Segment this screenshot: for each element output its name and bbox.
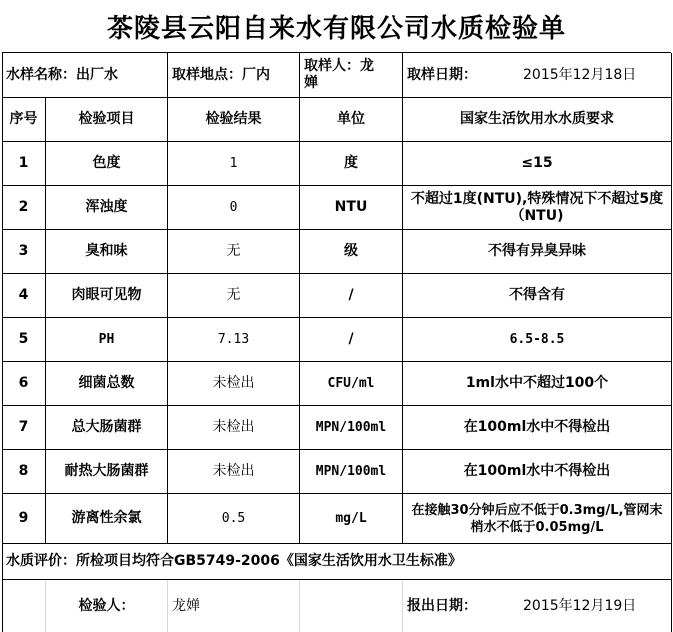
footer-blank-cell-2 [300,580,403,632]
row-unit: MPN/100ml [300,450,403,494]
inspector-name: 龙婵 [168,580,300,632]
header-item: 检验项目 [46,98,168,142]
row-standard: 1ml水中不超过100个 [403,362,672,406]
row-result: 未检出 [168,362,300,406]
row-standard: 不超过1度(NTU),特殊情况下不超过5度（NTU) [403,186,672,230]
sample-location-cell: 取样地点：厂内 [168,53,300,98]
row-no: 6 [2,362,46,406]
row-item: 总大肠菌群 [46,406,168,450]
row-item: 耐热大肠菌群 [46,450,168,494]
row-unit: / [300,274,403,318]
inspector-label: 检验人： [46,580,168,632]
row-no: 5 [2,318,46,362]
row-unit: mg/L [300,494,403,544]
row-unit: NTU [300,186,403,230]
row-result: 未检出 [168,450,300,494]
row-standard: 不得含有 [403,274,672,318]
footer-blank-cell [2,580,46,632]
row-result: 7.13 [168,318,300,362]
row-unit: / [300,318,403,362]
row-no: 3 [2,230,46,274]
row-item: 细菌总数 [46,362,168,406]
row-result: 0 [168,186,300,230]
row-item: PH [46,318,168,362]
row-standard: 在100ml水中不得检出 [403,406,672,450]
row-item: 游离性余氯 [46,494,168,544]
row-item: 肉眼可见物 [46,274,168,318]
row-unit: 度 [300,142,403,186]
row-standard: 在接触30分钟后应不低于0.3mg/L,管网末梢水不低于0.05mg/L [403,494,672,544]
row-no: 1 [2,142,46,186]
row-no: 8 [2,450,46,494]
sample-name-cell: 水样名称：出厂水 [2,53,168,98]
row-standard: 在100ml水中不得检出 [403,450,672,494]
row-standard: 6.5-8.5 [403,318,672,362]
header-standard: 国家生活饮用水水质要求 [403,98,672,142]
header-unit: 单位 [300,98,403,142]
row-unit: CFU/ml [300,362,403,406]
row-result: 无 [168,230,300,274]
row-item: 浑浊度 [46,186,168,230]
sample-date-value: 2015年12月18日 [523,66,637,83]
header-no: 序号 [2,98,46,142]
sampler-text: 取样人：龙婵 [304,58,374,91]
row-result: 1 [168,142,300,186]
row-result: 未检出 [168,406,300,450]
sheet-title: 茶陵县云阳自来水有限公司水质检验单 [106,13,566,44]
row-unit: MPN/100ml [300,406,403,450]
sampler-cell [300,53,403,98]
water-quality-evaluation: 水质评价：所检项目均符合GB5749-2006《国家生活饮用水卫生标准》 [2,544,672,580]
row-item: 色度 [46,142,168,186]
row-no: 2 [2,186,46,230]
header-result: 检验结果 [168,98,300,142]
row-no: 7 [2,406,46,450]
row-standard: ≤15 [403,142,672,186]
row-item: 臭和味 [46,230,168,274]
row-no: 9 [2,494,46,544]
sample-date-cell [403,53,672,98]
report-date-value: 2015年12月19日 [523,597,637,614]
row-standard: 不得有异臭异味 [403,230,672,274]
report-date-cell [403,580,672,632]
report-date-label: 报出日期： [407,597,477,614]
row-no: 4 [2,274,46,318]
row-result: 无 [168,274,300,318]
row-result: 0.5 [168,494,300,544]
sample-date-label: 取样日期： [407,66,477,83]
row-unit: 级 [300,230,403,274]
